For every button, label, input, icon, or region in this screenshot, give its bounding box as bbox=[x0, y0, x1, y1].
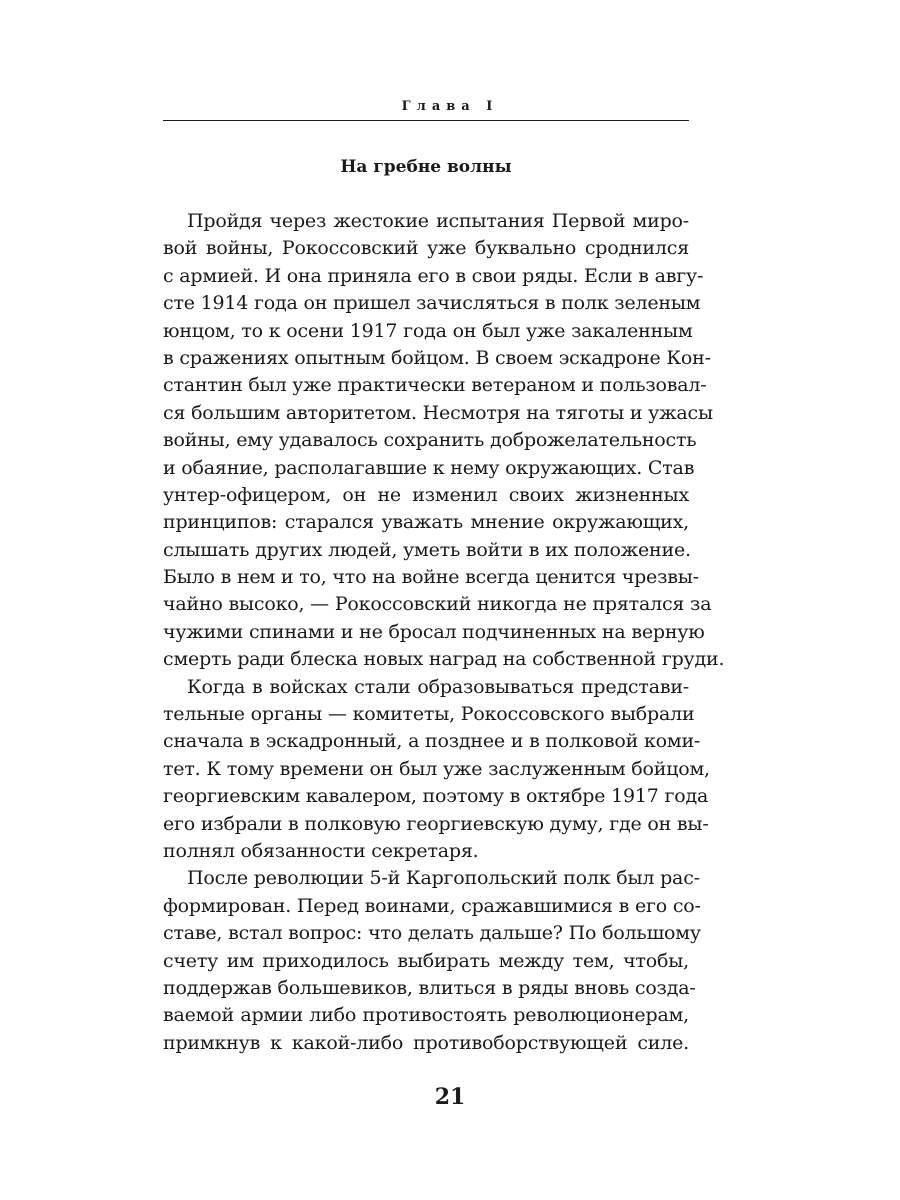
text-line: стантин был уже практически ветераном и пользовал- bbox=[163, 374, 707, 397]
text-line: чужими спинами и не бросал подчиненных на верную bbox=[163, 620, 705, 643]
text-line: Когда в войсках стали образовываться представи- bbox=[187, 675, 689, 698]
text-line: полнял обязанности секретаря. bbox=[163, 839, 479, 862]
text-line: поддержав большевиков, влиться в ряды вновь созда- bbox=[163, 976, 696, 999]
text-line: ставе, встал вопрос: что делать дальше? По большому bbox=[163, 922, 701, 945]
text-line: унтер-офицером, он не изменил своих жизненных bbox=[163, 483, 689, 506]
text-line: ваемой армии либо противостоять революционерам, bbox=[163, 1004, 689, 1027]
text-line: в сражениях опытным бойцом. В своем эскадроне Кон- bbox=[163, 346, 711, 369]
running-head: Глава I bbox=[401, 99, 499, 114]
paragraph bbox=[163, 208, 725, 674]
text-line: юнцом, то к осени 1917 года он был уже закаленным bbox=[163, 319, 693, 342]
text-line: формирован. Перед воинами, сражавшимися в его со- bbox=[163, 894, 701, 917]
text-line: принципов: старался уважать мнение окружающих, bbox=[163, 511, 689, 534]
text-line: примкнув к какой-либо противоборствующей силе. bbox=[163, 1031, 689, 1054]
text-line: После революции 5-й Каргопольский полк был рас- bbox=[187, 867, 700, 890]
text-line: с армией. И она приняла его в свои ряды. Если в авгу- bbox=[163, 264, 704, 287]
text-line: счету им приходилось выбирать между тем, чтобы, bbox=[163, 949, 689, 972]
text-line: слышать других людей, уметь войти в их положение. bbox=[163, 538, 691, 561]
text-line: смерть ради блеска новых наград на собственной груди. bbox=[163, 648, 725, 671]
header-rule bbox=[163, 120, 689, 121]
text-line: георгиевским кавалером, поэтому в октябре 1917 года bbox=[163, 785, 709, 808]
text-line: сте 1914 года он пришел зачисляться в полк зеленым bbox=[163, 292, 701, 315]
body-text bbox=[163, 208, 725, 1057]
text-line: ся большим авторитетом. Несмотря на тяготы и ужасы bbox=[163, 401, 713, 424]
paragraph bbox=[163, 674, 710, 866]
paragraph bbox=[163, 865, 701, 1057]
page-number: 21 bbox=[434, 1084, 466, 1110]
text-line: сначала в эскадронный, а позднее и в полковой коми- bbox=[163, 730, 701, 753]
text-line: Было в нем и то, что на войне всегда ценится чрезвы- bbox=[163, 566, 699, 589]
text-line: тельные органы — комитеты, Рокоссовского выбрали bbox=[163, 703, 695, 726]
text-line: войны, ему удавалось сохранить доброжелательность bbox=[163, 429, 697, 452]
text-line: чайно высоко, — Рокоссовский никогда не прятался за bbox=[163, 593, 712, 616]
text-line: тет. К тому времени он был уже заслуженным бойцом, bbox=[163, 757, 710, 780]
text-line: Пройдя через жестокие испытания Первой миро- bbox=[187, 210, 689, 232]
text-line: его избрали в полковую георгиевскую думу, где он вы- bbox=[163, 812, 709, 835]
text-line: и обаяние, располагавшие к нему окружающих. Став bbox=[163, 456, 695, 479]
chapter-title: На гребне волны bbox=[340, 157, 512, 177]
text-line: вой войны, Рокоссовский уже буквально сроднился bbox=[163, 237, 689, 260]
